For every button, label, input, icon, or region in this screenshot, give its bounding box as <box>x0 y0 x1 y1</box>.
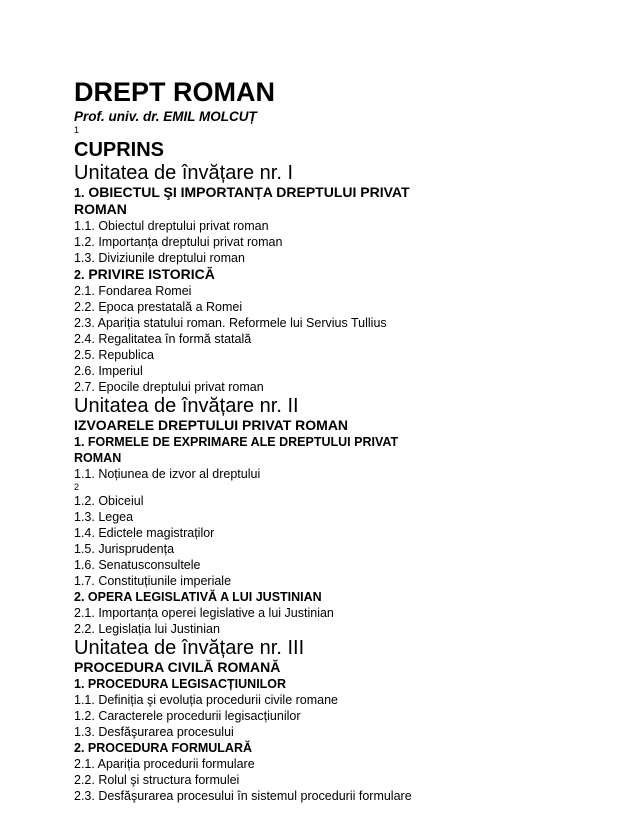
list-item: 1.6. Senatusconsultele <box>74 558 201 572</box>
section-title-cont: ROMAN <box>74 201 127 217</box>
page-number: 2 <box>74 482 80 492</box>
list-item: 1.1. Noțiunea de izvor al dreptului <box>74 467 261 481</box>
list-item: 1.3. Desfăşurarea procesului <box>74 725 234 739</box>
list-item: 1.1. Definiția şi evoluția procedurii civile romane <box>74 693 339 707</box>
section-title: OBIECTUL ŞI IMPORTANȚA DREPTULUI PRIVAT <box>88 184 410 200</box>
list-item: 2.1. Fondarea Romei <box>74 284 192 298</box>
unit-heading: Unitatea de învățare nr. I <box>74 162 294 184</box>
section-number: 1. <box>74 186 85 200</box>
list-item: 1.3. Legea <box>74 510 134 524</box>
list-item: 1.2. Caracterele procedurii legisacțiunilor <box>74 709 301 723</box>
document-page <box>74 76 594 804</box>
list-item: 1.4. Edictele magistraților <box>74 526 215 540</box>
section-heading: 1. FORMELE DE EXPRIMARE ALE DREPTULUI PRIVAT <box>74 435 399 449</box>
list-item: 2.3. Desfăşurarea procesului în sistemul procedurii formulare <box>74 789 412 803</box>
section-title: PRIVIRE ISTORICĂ <box>88 266 215 282</box>
list-item: 2.1. Importanța operei legislative a lui Justinian <box>74 606 334 620</box>
list-item: 2.2. Epoca prestatală a Romei <box>74 300 243 314</box>
list-item: 1.7. Constituțiunile imperiale <box>74 574 232 588</box>
list-item: 1.2. Obiceiul <box>74 494 144 508</box>
section-number: 2. <box>74 268 85 282</box>
list-item: 2.2. Rolul şi structura formulei <box>74 773 240 787</box>
section-heading: 2. OPERA LEGISLATIVĂ A LUI JUSTINIAN <box>74 590 322 604</box>
list-item: 2.4. Regalitatea în formă statală <box>74 332 252 346</box>
unit-heading: Unitatea de învățare nr. II <box>74 395 299 417</box>
section-heading <box>74 184 594 201</box>
list-item: 1.1. Obiectul dreptului privat roman <box>74 219 269 233</box>
contents-heading: CUPRINS <box>74 139 165 161</box>
list-item: 2.7. Epocile dreptului privat roman <box>74 380 264 394</box>
unit-heading: Unitatea de învățare nr. III <box>74 637 305 659</box>
list-item: 2.3. Apariția statului roman. Reformele lui Servius Tullius <box>74 316 387 330</box>
list-item: 1.2. Importanța dreptului privat roman <box>74 235 283 249</box>
page-number: 1 <box>74 125 80 135</box>
author-line: Prof. univ. dr. EMIL MOLCUȚ <box>74 109 257 124</box>
document-title: DREPT ROMAN <box>74 77 275 107</box>
section-heading: 1. PROCEDURA LEGISACȚIUNILOR <box>74 677 287 691</box>
section-title-cont: ROMAN <box>74 451 122 465</box>
unit-subtitle: IZVOARELE DREPTULUI PRIVAT ROMAN <box>74 417 349 433</box>
list-item: 2.1. Apariția procedurii formulare <box>74 757 255 771</box>
list-item: 2.5. Republica <box>74 348 154 362</box>
section-heading <box>74 266 594 283</box>
list-item: 1.5. Jurisprudența <box>74 542 175 556</box>
list-item: 1.3. Diviziunile dreptului roman <box>74 251 245 265</box>
section-heading: 2. PROCEDURA FORMULARĂ <box>74 741 253 755</box>
list-item: 2.2. Legislația lui Justinian <box>74 622 220 636</box>
list-item: 2.6. Imperiul <box>74 364 143 378</box>
unit-subtitle: PROCEDURA CIVILĂ ROMANĂ <box>74 659 281 675</box>
